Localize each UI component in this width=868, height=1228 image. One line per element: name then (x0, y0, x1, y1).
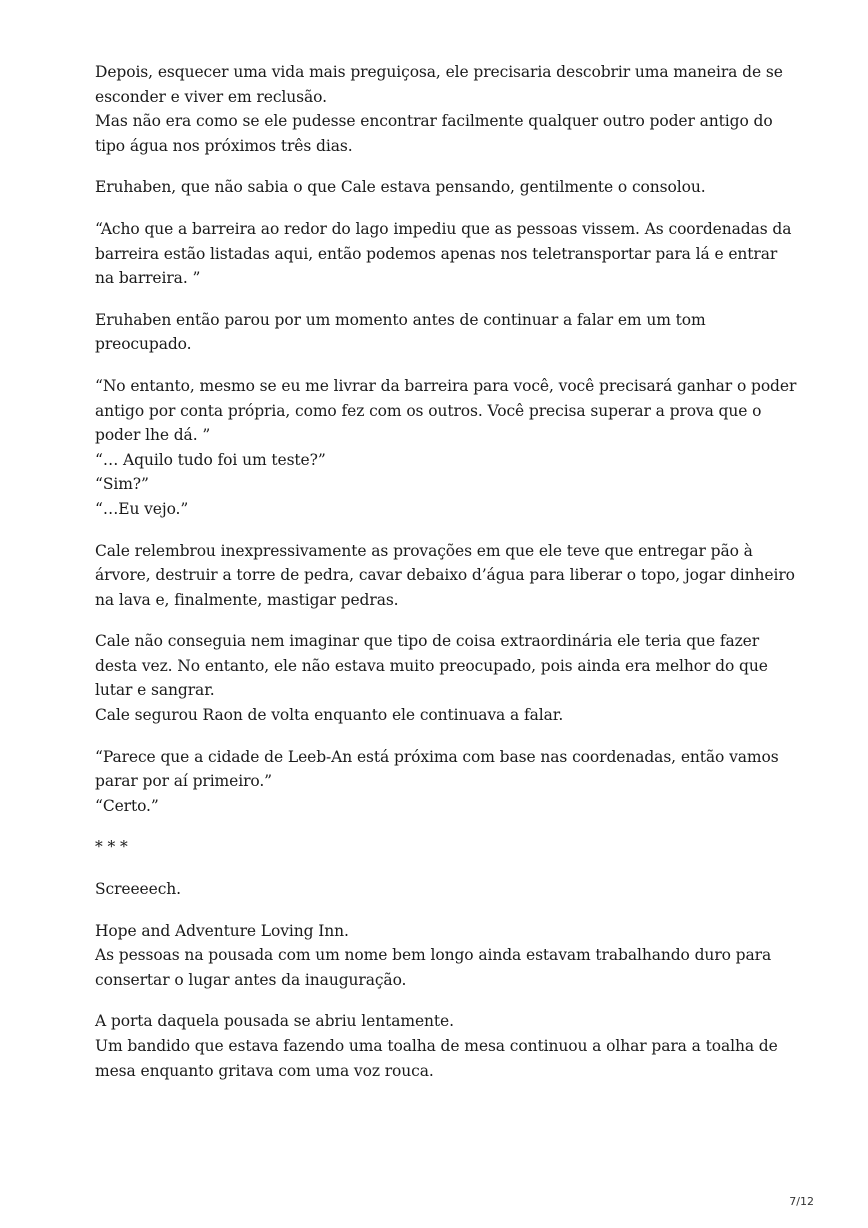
text-line: Eruhaben então parou por um momento antes de continuar a falar em um tom (95, 310, 706, 329)
text-line: Cale segurou Raon de volta enquanto ele continuava a falar. (95, 706, 564, 725)
text-line: Eruhaben, que não sabia o que Cale estava pensando, gentilmente o consolou. (95, 178, 706, 197)
text-line: “No entanto, mesmo se eu me livrar da barreira para você, você precisará ganhar o poder (95, 376, 797, 395)
text-line: antigo por conta própria, como fez com os outros. Você precisa superar a prova que o (95, 401, 762, 420)
paragraph (95, 629, 795, 727)
text-line: Depois, esquecer uma vida mais preguiçosa, ele precisaria descobrir uma maneira de se (95, 63, 783, 81)
text-line: Hope and Adventure Loving Inn. (95, 921, 349, 940)
document-body (95, 60, 795, 1100)
text-line: “… Aquilo tudo foi um teste?” (95, 450, 326, 469)
text-line: Um bandido que estava fazendo uma toalha de mesa continuou a olhar para a toalha de (95, 1037, 778, 1055)
paragraph (95, 374, 795, 522)
paragraph (95, 539, 795, 613)
text-line: lutar e sangrar. (95, 681, 215, 700)
text-line: Cale não conseguia nem imaginar que tipo de coisa extraordinária ele teria que fazer (95, 632, 760, 651)
page-number: 7/12 (789, 1195, 814, 1208)
text-line: “Acho que a barreira ao redor do lago impediu que as pessoas vissem. As coordenadas da (95, 219, 792, 238)
text-line: As pessoas na pousada com um nome bem longo ainda estavam trabalhando duro para (95, 946, 772, 965)
paragraph (95, 877, 795, 902)
paragraph (95, 60, 795, 158)
scene-break (95, 835, 795, 860)
paragraph (95, 175, 795, 200)
text-line: na lava e, finalmente, mastigar pedras. (95, 590, 399, 609)
paragraph (95, 308, 795, 357)
text-line: preocupado. (95, 335, 192, 354)
paragraph (95, 217, 795, 291)
text-line: poder lhe dá. ” (95, 426, 211, 445)
text-line: * * * (95, 838, 128, 857)
text-line: “Certo.” (95, 796, 159, 815)
text-line: Screeeech. (95, 880, 181, 899)
text-line: na barreira. ” (95, 269, 201, 288)
text-line: consertar o lugar antes da inauguração. (95, 970, 407, 989)
text-line: “…Eu vejo.” (95, 499, 189, 518)
text-line: mesa enquanto gritava com uma voz rouca. (95, 1061, 434, 1080)
text-line: “Parece que a cidade de Leeb-An está próxima com base nas coordenadas, então vamos (95, 747, 779, 766)
text-line: desta vez. No entanto, ele não estava muito preocupado, pois ainda era melhor do que (95, 656, 768, 675)
text-line: barreira estão listadas aqui, então podemos apenas nos teletransportar para lá e entrar (95, 244, 778, 263)
paragraph (95, 919, 795, 993)
text-line: Mas não era como se ele pudesse encontrar facilmente qualquer outro poder antigo do (95, 112, 773, 131)
text-line: tipo água nos próximos três dias. (95, 136, 353, 155)
paragraph (95, 745, 795, 819)
text-line: A porta daquela pousada se abriu lentamente. (95, 1012, 454, 1031)
text-line: árvore, destruir a torre de pedra, cavar debaixo d’água para liberar o topo, jogar dinheiro (95, 566, 795, 585)
text-line: “Sim?” (95, 475, 149, 494)
text-line: esconder e viver em reclusão. (95, 87, 327, 106)
paragraph (95, 1009, 795, 1083)
text-line: Cale relembrou inexpressivamente as provações em que ele teve que entregar pão à (95, 541, 753, 560)
text-line: parar por aí primeiro.” (95, 772, 273, 791)
